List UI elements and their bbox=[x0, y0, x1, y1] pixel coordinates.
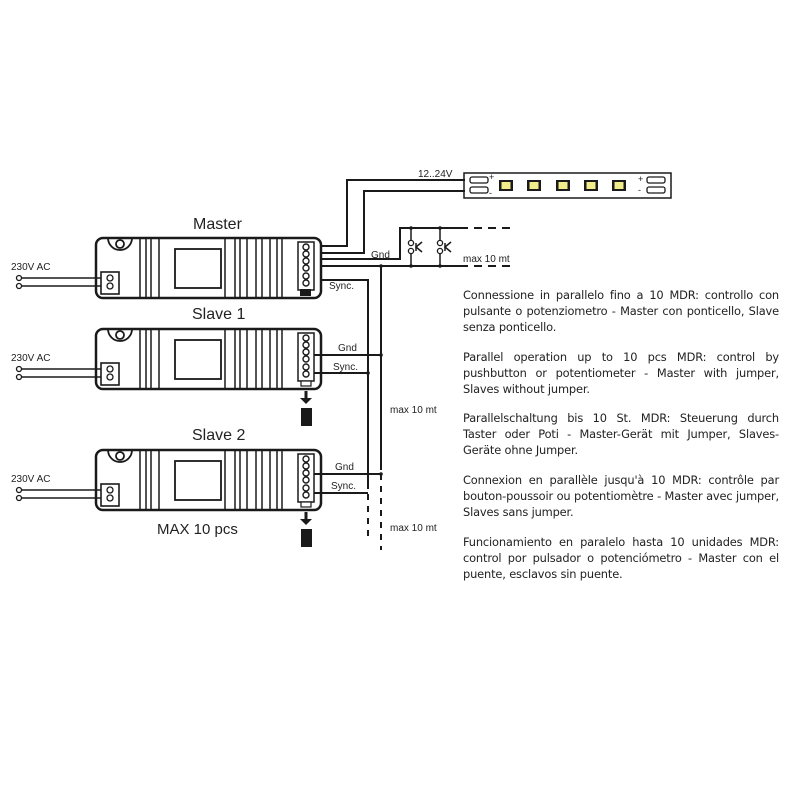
max-pcs-label: MAX 10 pcs bbox=[157, 521, 238, 538]
strip-plus-wire bbox=[321, 180, 465, 246]
gnd-label-slave2: Gnd bbox=[335, 462, 354, 473]
description-italian: Connessione in parallelo fino a 10 MDR: controllo con pulsante o potenziometro - Master con ponticello, Slave senza ponticello. bbox=[463, 288, 779, 334]
voltage-label: 12..24V bbox=[418, 169, 453, 180]
led-chip bbox=[556, 180, 570, 191]
pushbutton-network bbox=[321, 226, 515, 268]
gnd-label-slave1: Gnd bbox=[338, 343, 357, 354]
led-chip bbox=[499, 180, 513, 191]
led-chip bbox=[584, 180, 598, 191]
sync-label-master: Sync. bbox=[329, 281, 355, 292]
strip-minus-wire bbox=[321, 191, 465, 253]
description-spanish: Funcionamiento en paralelo hasta 10 unidades MDR: control por pulsador o potenciómetro - Master con el puente, esclavos sin puente. bbox=[463, 535, 779, 581]
led-chip bbox=[612, 180, 626, 191]
pushbutton-icon bbox=[408, 226, 422, 268]
ac-label-slave1: 230V AC bbox=[11, 353, 51, 364]
sync-label-slave1: Sync. bbox=[333, 362, 359, 373]
led-strip bbox=[418, 169, 671, 198]
sync-bus bbox=[321, 280, 368, 489]
max-distance-label-slave2: max 10 mt bbox=[390, 523, 437, 534]
jumper-removed-icon bbox=[300, 512, 312, 547]
gnd-label-master: Gnd bbox=[371, 250, 390, 261]
strip-plus-left: + bbox=[489, 172, 495, 182]
strip-minus-right: - bbox=[638, 185, 641, 195]
description-german: Parallelschaltung bis 10 St. MDR: Steuerung durch Taster oder Poti - Master-Gerät mit Jumper, Slaves-Geräte ohne Jumper. bbox=[463, 411, 779, 457]
max-distance-label-slave1: max 10 mt bbox=[390, 405, 437, 416]
jumper-removed-icon bbox=[300, 391, 312, 426]
description-french: Connexion en parallèle jusqu'à 10 MDR: contrôle par bouton-poussoir ou potentiomètre - Master avec jumper, Slaves sans jumper. bbox=[463, 473, 779, 519]
slave1-label: Slave 1 bbox=[192, 306, 246, 323]
max-distance-label-buttons: max 10 mt bbox=[463, 254, 510, 265]
slave1-device bbox=[11, 306, 383, 426]
strip-plus-right: + bbox=[638, 174, 644, 184]
slave2-device bbox=[11, 427, 383, 547]
slave2-label: Slave 2 bbox=[192, 427, 246, 444]
description-english: Parallel operation up to 10 pcs MDR: control by pushbutton or potentiometer - Master with jumper, Slaves without jumper. bbox=[463, 350, 779, 396]
master-label: Master bbox=[193, 216, 242, 233]
master-device bbox=[11, 216, 321, 298]
ac-label-slave2: 230V AC bbox=[11, 474, 51, 485]
sync-label-slave2: Sync. bbox=[331, 481, 357, 492]
ac-label-master: 230V AC bbox=[11, 262, 51, 273]
jumper-icon bbox=[300, 289, 311, 296]
strip-minus-left: - bbox=[489, 188, 492, 198]
pushbutton-icon bbox=[437, 226, 451, 268]
led-chip bbox=[527, 180, 541, 191]
